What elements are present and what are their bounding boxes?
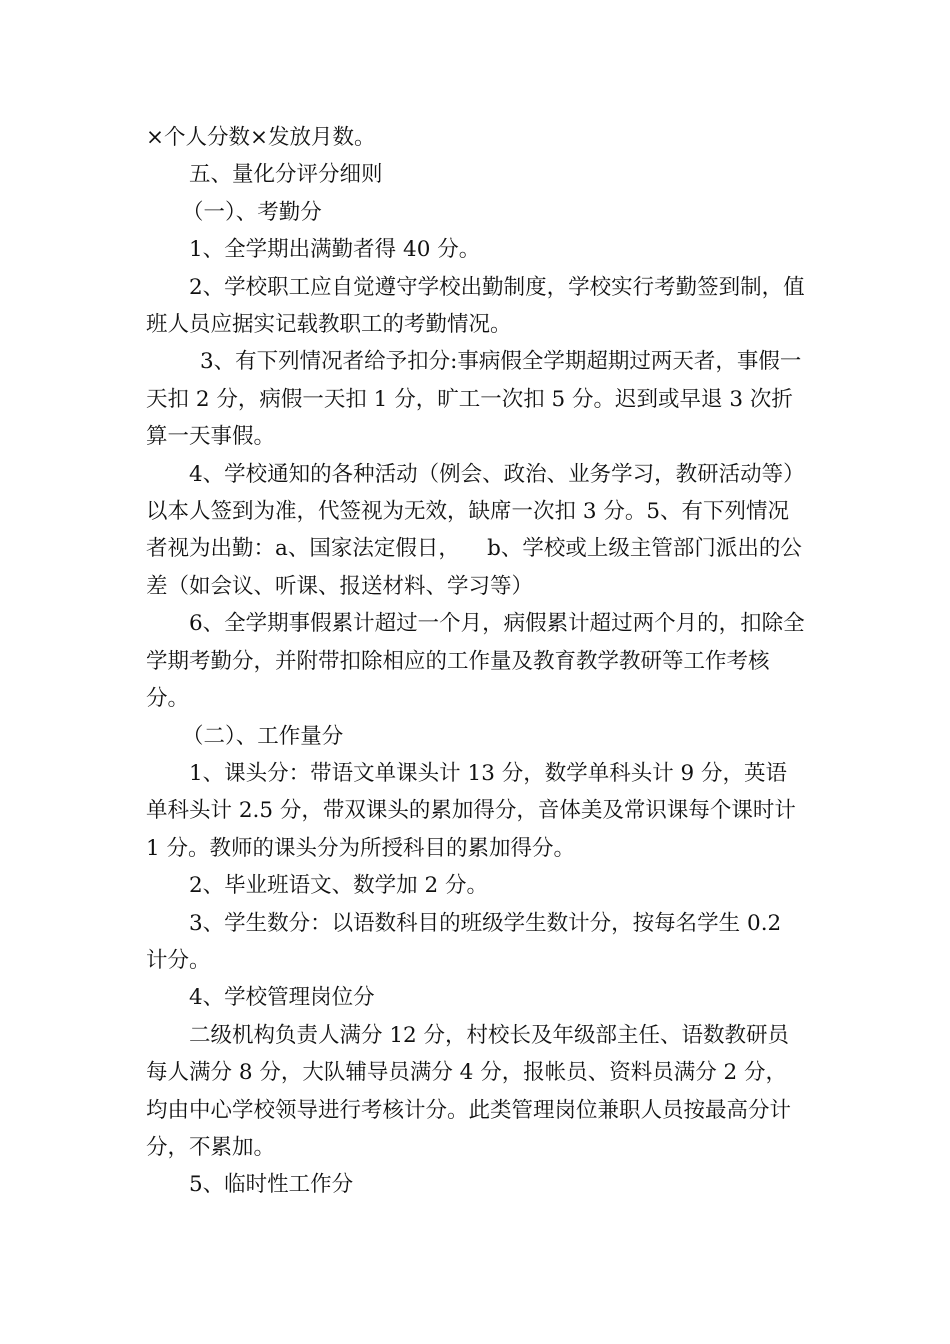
paragraph-attendance-3: 3、有下列情况者给予扣分:事病假全学期超期过两天者，事假一天扣 2 分，病假一天扣 1 分，旷工一次扣 5 分。迟到或早退 3 次折算一天事假。 — [146, 349, 802, 450]
subsection-heading-attendance: （一）、考勤分 — [182, 199, 322, 225]
paragraph-workload-3: 3、学生数分：以语数科目的班级学生数计分，按每名学生 0.2 计分。 — [146, 910, 789, 973]
paragraph-workload-5-heading: 5、临时性工作分 — [189, 1172, 354, 1198]
paragraph-workload-4-heading: 4、学校管理岗位分 — [189, 985, 375, 1011]
paragraph-workload-1: 1、课头分：带语文单课头计 13 分，数学单科头计 9 分，英语单科头计 2.5 分，带双课头的累加得分，音体美及常识课每个课时计 1 分。教师的课头分为所授科目的累加得分。 — [146, 760, 803, 861]
subsection-heading-workload: （二）、工作量分 — [182, 723, 344, 749]
paragraph-attendance-2: 2、学校职工应自觉遵守学校出勤制度，学校实行考勤签到制，值班人员应据实记载教职工的考勤情况。 — [146, 274, 805, 338]
paragraph-workload-2: 2、毕业班语文、数学加 2 分。 — [189, 873, 489, 899]
document-body — [146, 119, 806, 1204]
paragraph-attendance-4-5: 4、学校通知的各种活动（例会、政治、业务学习，教研活动等）以本人签到为准，代签视为无效，缺席一次扣 3 分。5、有下列情况者视为出勤：a、国家法定假日， b、学校或上级主管部门派出的公差（如会议、听课、报送材料、学习等） — [146, 461, 805, 599]
paragraph-attendance-1: 1、全学期出满勤者得 40 分。 — [189, 237, 481, 263]
section-heading-5: 五、量化分评分细则 — [189, 162, 383, 188]
paragraph-workload-4-detail: 二级机构负责人满分 12 分，村校长及年级部主任、语数教研员每人满分 8 分，大队辅导员满分 4 分，报帐员、资料员满分 2 分，均由中心学校领导进行考核计分。此类管理岗位兼职人员按最高分计分，不累加。 — [146, 1022, 792, 1160]
paragraph-continuation: ×个人分数×发放月数。 — [146, 125, 376, 150]
paragraph-attendance-6: 6、全学期事假累计超过一个月，病假累计超过两个月的，扣除全学期考勤分，并附带扣除相应的工作量及教育教学教研等工作考核分。 — [146, 611, 805, 712]
